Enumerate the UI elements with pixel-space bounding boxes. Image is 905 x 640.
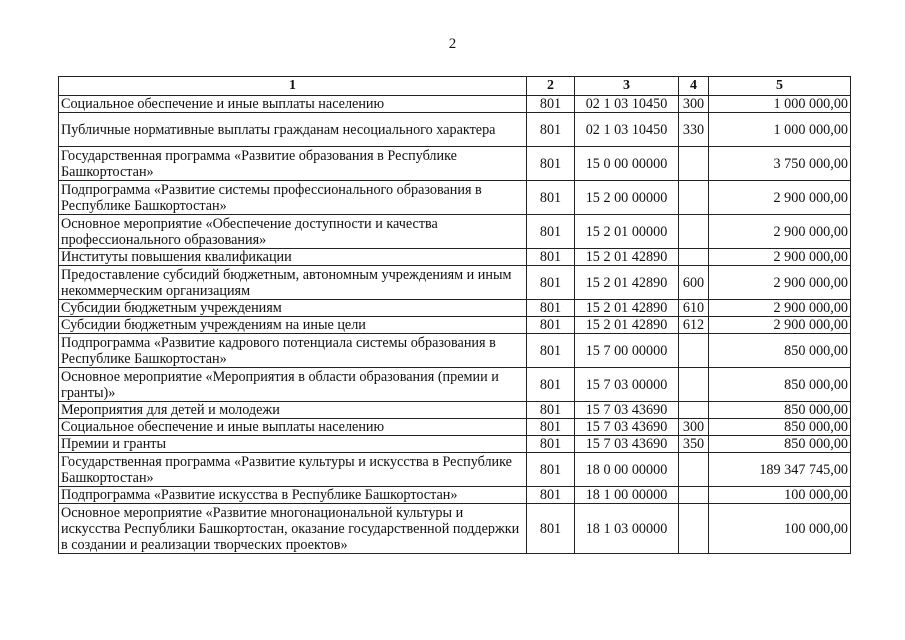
row-amount-cell: 850 000,00 [709, 436, 851, 453]
row-expense-type-cell [679, 368, 709, 402]
row-code-cell: 801 [527, 402, 575, 419]
row-name-cell: Подпрограмма «Развитие кадрового потенциала системы образования в Республике Башкортостан» [59, 334, 527, 368]
table-row [59, 96, 851, 113]
row-code-cell: 801 [527, 317, 575, 334]
row-target-article-cell: 15 7 03 00000 [575, 368, 679, 402]
row-name-cell: Социальное обеспечение и иные выплаты населению [59, 96, 527, 113]
row-code-cell: 801 [527, 453, 575, 487]
column-header-3: 3 [575, 77, 679, 96]
row-name-cell: Предоставление субсидий бюджетным, автономным учреждениям и иным некоммерческим организациям [59, 266, 527, 300]
column-header-1: 1 [59, 77, 527, 96]
row-expense-type-cell: 612 [679, 317, 709, 334]
row-code-cell: 801 [527, 266, 575, 300]
row-target-article-cell: 18 0 00 00000 [575, 453, 679, 487]
row-amount-cell: 2 900 000,00 [709, 181, 851, 215]
row-name-cell: Подпрограмма «Развитие системы профессионального образования в Республике Башкортостан» [59, 181, 527, 215]
row-target-article-cell: 15 7 03 43690 [575, 419, 679, 436]
table-row [59, 368, 851, 402]
table-row [59, 266, 851, 300]
table-row [59, 317, 851, 334]
row-expense-type-cell [679, 402, 709, 419]
row-name-cell: Мероприятия для детей и молодежи [59, 402, 527, 419]
row-target-article-cell: 15 2 00 00000 [575, 181, 679, 215]
table-row [59, 453, 851, 487]
row-name-cell: Основное мероприятие «Мероприятия в области образования (премии и гранты)» [59, 368, 527, 402]
row-name-cell: Субсидии бюджетным учреждениям [59, 300, 527, 317]
row-amount-cell: 2 900 000,00 [709, 266, 851, 300]
row-amount-cell: 1 000 000,00 [709, 96, 851, 113]
row-amount-cell: 100 000,00 [709, 487, 851, 504]
table-row [59, 181, 851, 215]
row-amount-cell: 189 347 745,00 [709, 453, 851, 487]
table-row [59, 487, 851, 504]
row-expense-type-cell: 610 [679, 300, 709, 317]
table-row [59, 147, 851, 181]
row-target-article-cell: 18 1 00 00000 [575, 487, 679, 504]
row-amount-cell: 850 000,00 [709, 419, 851, 436]
row-target-article-cell: 02 1 03 10450 [575, 96, 679, 113]
row-name-cell: Субсидии бюджетным учреждениям на иные цели [59, 317, 527, 334]
table-body [59, 96, 851, 554]
row-expense-type-cell [679, 453, 709, 487]
row-name-cell: Институты повышения квалификации [59, 249, 527, 266]
table-row [59, 334, 851, 368]
row-expense-type-cell [679, 249, 709, 266]
page-number: 2 [448, 36, 457, 52]
row-name-cell: Основное мероприятие «Обеспечение доступности и качества профессионального образования» [59, 215, 527, 249]
row-expense-type-cell [679, 147, 709, 181]
row-expense-type-cell: 330 [679, 113, 709, 147]
row-target-article-cell: 15 2 01 42890 [575, 249, 679, 266]
table-row [59, 402, 851, 419]
row-code-cell: 801 [527, 487, 575, 504]
row-amount-cell: 2 900 000,00 [709, 249, 851, 266]
row-name-cell: Государственная программа «Развитие образования в Республике Башкортостан» [59, 147, 527, 181]
table-row [59, 436, 851, 453]
row-amount-cell: 850 000,00 [709, 334, 851, 368]
column-header-5: 5 [709, 77, 851, 96]
row-target-article-cell: 15 7 03 43690 [575, 402, 679, 419]
row-code-cell: 801 [527, 504, 575, 554]
row-amount-cell: 1 000 000,00 [709, 113, 851, 147]
row-code-cell: 801 [527, 249, 575, 266]
row-name-cell: Премии и гранты [59, 436, 527, 453]
budget-table [58, 76, 851, 554]
row-target-article-cell: 15 0 00 00000 [575, 147, 679, 181]
row-amount-cell: 2 900 000,00 [709, 317, 851, 334]
row-target-article-cell: 15 2 01 42890 [575, 317, 679, 334]
row-expense-type-cell: 600 [679, 266, 709, 300]
row-code-cell: 801 [527, 419, 575, 436]
row-name-cell: Публичные нормативные выплаты гражданам несоциального характера [59, 113, 527, 147]
table-row [59, 419, 851, 436]
row-target-article-cell: 02 1 03 10450 [575, 113, 679, 147]
row-expense-type-cell [679, 504, 709, 554]
row-code-cell: 801 [527, 215, 575, 249]
row-target-article-cell: 15 2 01 00000 [575, 215, 679, 249]
table-row [59, 504, 851, 554]
column-header-2: 2 [527, 77, 575, 96]
row-code-cell: 801 [527, 300, 575, 317]
table-row [59, 113, 851, 147]
row-code-cell: 801 [527, 96, 575, 113]
row-expense-type-cell: 300 [679, 419, 709, 436]
row-amount-cell: 100 000,00 [709, 504, 851, 554]
row-expense-type-cell [679, 334, 709, 368]
row-amount-cell: 850 000,00 [709, 402, 851, 419]
row-expense-type-cell: 350 [679, 436, 709, 453]
table-row [59, 300, 851, 317]
row-target-article-cell: 15 2 01 42890 [575, 300, 679, 317]
row-target-article-cell: 15 7 00 00000 [575, 334, 679, 368]
row-target-article-cell: 15 7 03 43690 [575, 436, 679, 453]
row-amount-cell: 3 750 000,00 [709, 147, 851, 181]
row-name-cell: Основное мероприятие «Развитие многонациональной культуры и искусства Республики Башкортостан, оказание государственной поддержки в создании и реализации творческих проектов» [59, 504, 527, 554]
row-code-cell: 801 [527, 368, 575, 402]
row-amount-cell: 850 000,00 [709, 368, 851, 402]
row-code-cell: 801 [527, 181, 575, 215]
row-amount-cell: 2 900 000,00 [709, 300, 851, 317]
row-name-cell: Государственная программа «Развитие культуры и искусства в Республике Башкортостан» [59, 453, 527, 487]
row-code-cell: 801 [527, 147, 575, 181]
table-row [59, 249, 851, 266]
row-amount-cell: 2 900 000,00 [709, 215, 851, 249]
table-header-row [59, 77, 851, 96]
row-expense-type-cell [679, 487, 709, 504]
row-code-cell: 801 [527, 334, 575, 368]
row-expense-type-cell [679, 215, 709, 249]
row-code-cell: 801 [527, 113, 575, 147]
column-header-4: 4 [679, 77, 709, 96]
table-row [59, 215, 851, 249]
row-expense-type-cell [679, 181, 709, 215]
row-target-article-cell: 18 1 03 00000 [575, 504, 679, 554]
row-target-article-cell: 15 2 01 42890 [575, 266, 679, 300]
row-code-cell: 801 [527, 436, 575, 453]
row-name-cell: Подпрограмма «Развитие искусства в Республике Башкортостан» [59, 487, 527, 504]
row-name-cell: Социальное обеспечение и иные выплаты населению [59, 419, 527, 436]
row-expense-type-cell: 300 [679, 96, 709, 113]
